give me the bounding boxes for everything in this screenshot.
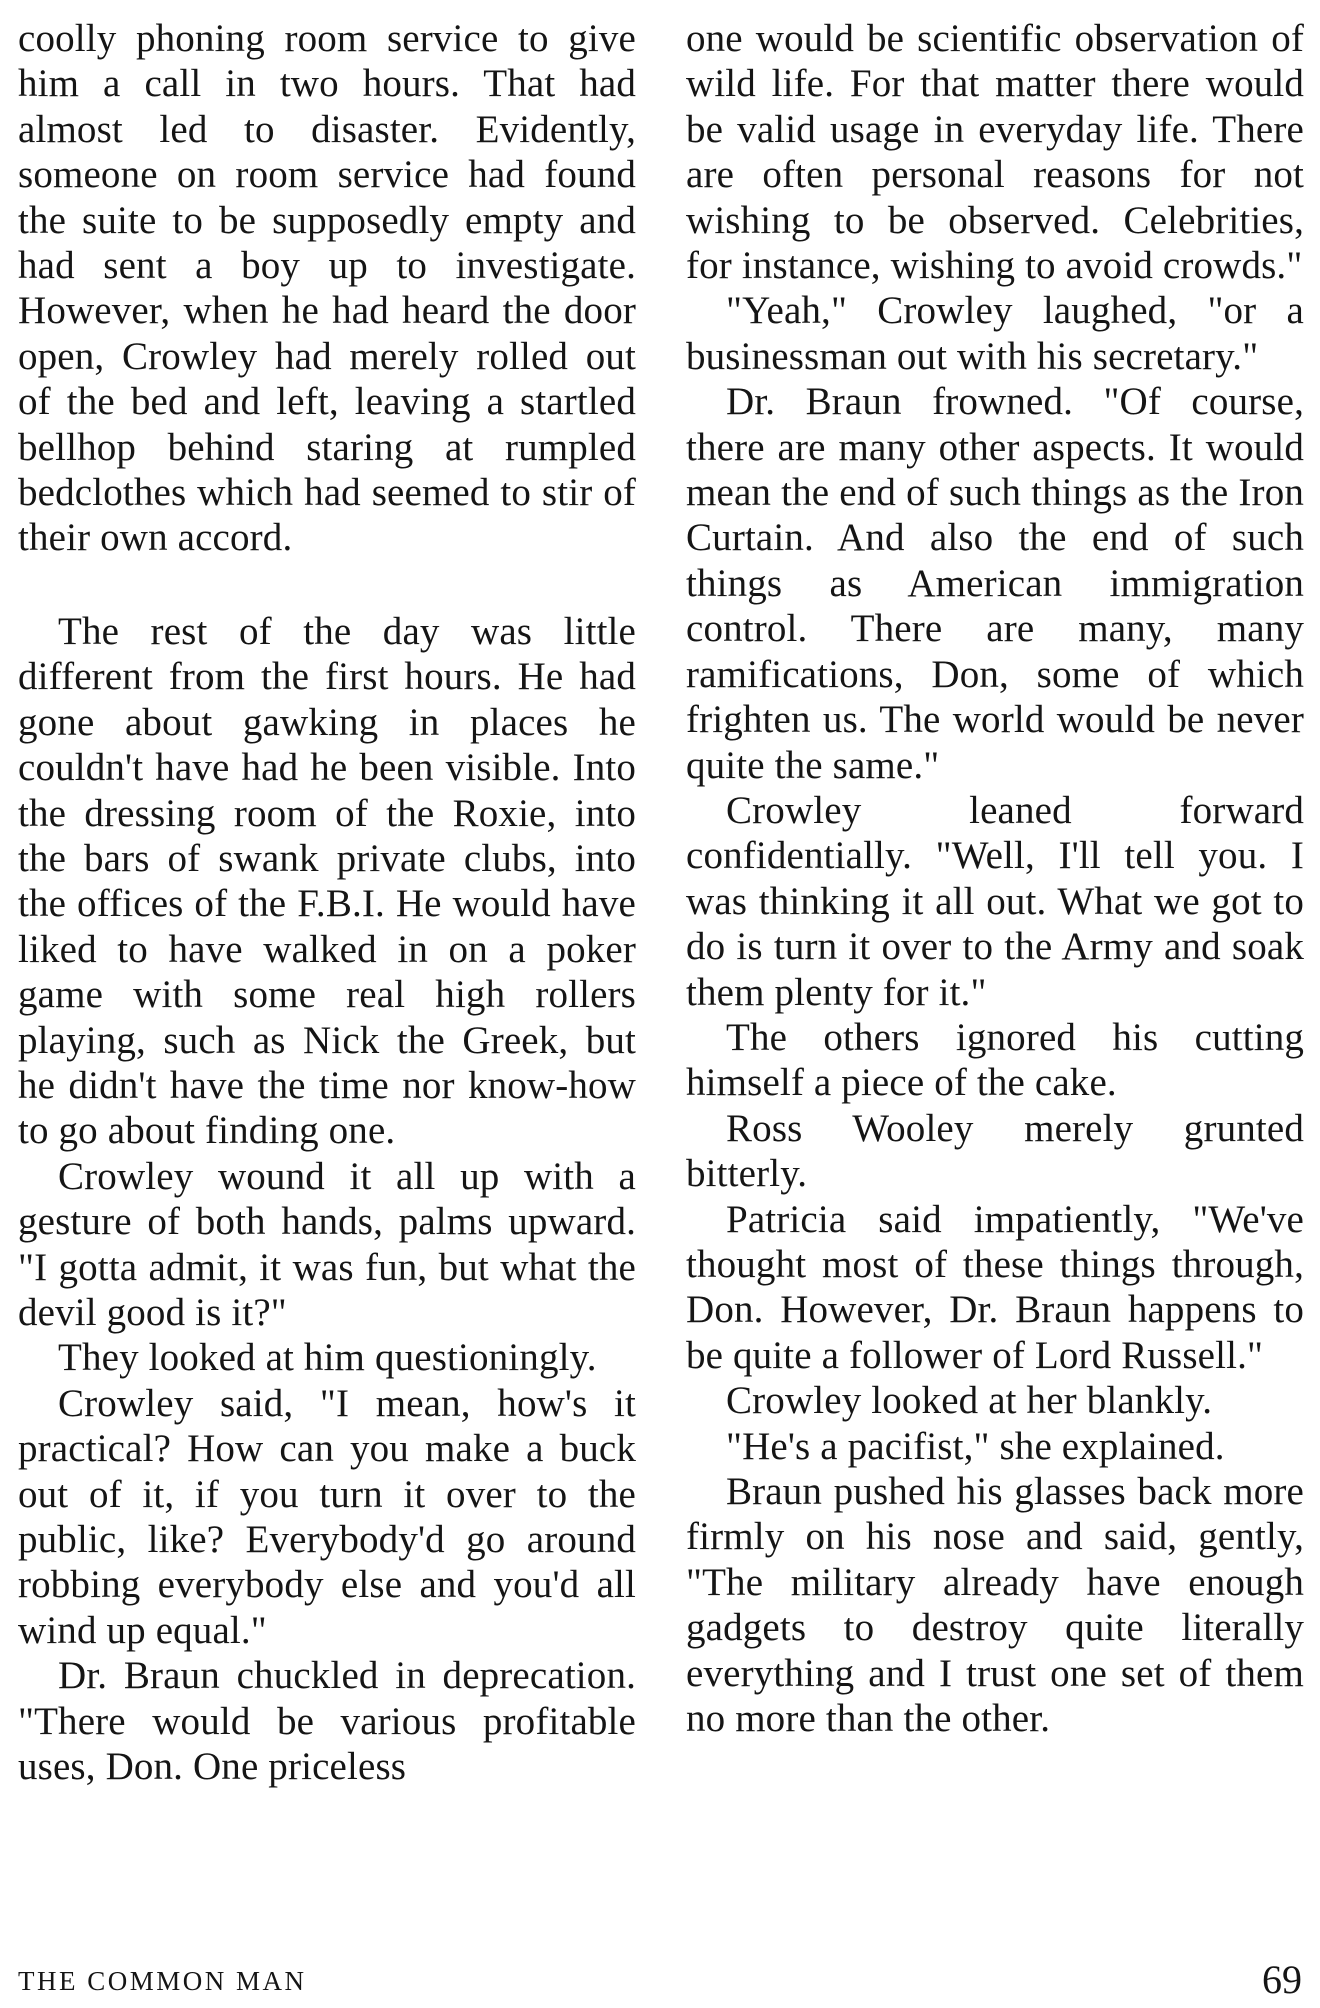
- paragraph: Ross Wooley merely grunted bitterly.: [686, 1106, 1304, 1196]
- paragraph: Dr. Braun chuckled in deprecation. "There would be various profitable uses, Don. One priceless: [18, 1654, 636, 1789]
- page-number: 69: [1262, 1957, 1302, 2002]
- paragraph: They looked at him questioningly.: [58, 1336, 597, 1380]
- paragraph: Crowley leaned forward confidentially. "Well, I'll tell you. I was thinking it all out. What we got to do is turn it over to the Army and soak them plenty for it.": [686, 788, 1304, 1014]
- paragraph: Patricia said impatiently, "We've thought most of these things through, Don. However, Dr. Braun happens to be quite a follower of Lord Russell.": [686, 1197, 1304, 1377]
- paragraph: Crowley looked at her blankly.: [726, 1379, 1213, 1423]
- paragraph: "Yeah," Crowley laughed, "or a businessman out with his secretary.": [686, 289, 1304, 378]
- paragraph: "He's a pacifist," she explained.: [726, 1424, 1225, 1468]
- paragraph: Dr. Braun frowned. "Of course, there are many other aspects. It would mean the end of such things as the Iron Curtain. And also the end of such things as American immigration control. There are many, many ramifications, Don, some of which frighten us. The world would be never quite the same.": [686, 380, 1304, 787]
- running-title: THE COMMON MAN: [18, 1966, 307, 1996]
- right-column: [686, 16, 1304, 1741]
- left-column: [18, 16, 636, 1789]
- section-break: [18, 561, 636, 609]
- paragraph: Crowley said, "I mean, how's it practical? How can you make a buck out of it, if you turn it over to the public, like? Everybody'd go around robbing everybody else and you'd all wind up equal.": [18, 1381, 636, 1652]
- paragraph: Crowley wound it all up with a gesture of both hands, palms upward. "I gotta admit, it was fun, but what the devil good is it?": [18, 1154, 636, 1334]
- paragraph: Braun pushed his glasses back more firmly on his nose and said, gently, "The military already have enough gadgets to destroy quite literally everything and I trust one set of them no more than the other.: [686, 1470, 1304, 1741]
- paragraph-continued: coolly phoning room service to give him a call in two hours. That had almost led to disaster. Evidently, someone on room service had found the suite to be supposedly empty and had sent a boy up to investigate. However, when he had heard the door open, Crowley had merely rolled out of the bed and left, leaving a startled bellhop behind staring at rumpled bedclothes which had seemed to stir of their own accord.: [18, 17, 636, 560]
- paragraph-continued: one would be scientific observation of wild life. For that matter there would be valid usage in everyday life. There are often personal reasons for not wishing to be observed. Celebrities, for instance, wishing to avoid crowds.": [686, 17, 1304, 288]
- paragraph: The others ignored his cutting himself a piece of the cake.: [686, 1015, 1304, 1105]
- paragraph: The rest of the day was little different from the first hours. He had gone about gawking in places he couldn't have had he been visible. Into the dressing room of the Roxie, into the bars of swank private clubs, into the offices of the F.B.I. He would have liked to have walked in on a poker game with some real high rollers playing, such as Nick the Greek, but he didn't have the time nor know-how to go about finding one.: [18, 609, 636, 1153]
- page-footer: [0, 1957, 1320, 2002]
